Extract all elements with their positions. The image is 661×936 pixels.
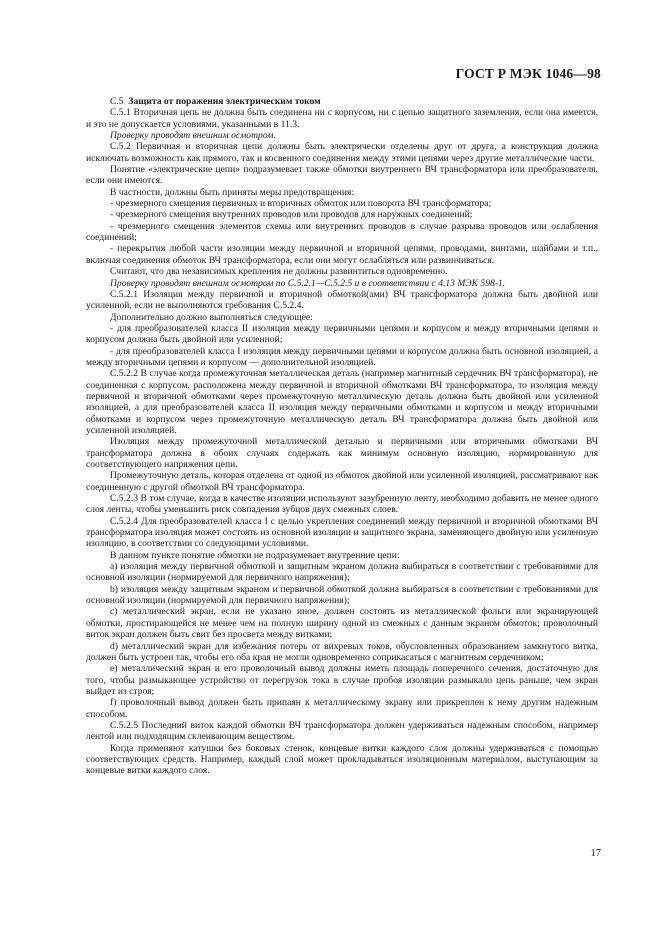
paragraph: Когда применяют катушки без боковых стенок, концевые витки каждого слоя должны удерживаться с помощью соответствующих средств. Например, каждый слой может прокладываться изоляционным материалом, выступающим за концевые витки каждого слоя. (86, 742, 598, 777)
paragraph: a) изоляция между первичной обмоткой и защитным экраном должна выбираться в соответствии с требованиями для основной изоляции (нормируемой для первичного напряжения); (86, 561, 598, 584)
paragraph: Проверку проводят внешним осмотром. (110, 130, 276, 142)
paragraph: Промежуточную деталь, которая отделена от одной из обмоток двойной или усиленной изоляцией, рассматривают как соединенную с другой обмоткой ВЧ трансформатора. (86, 470, 598, 493)
paragraph: С.5.2.4 Для преобразователей класса I с целью укрепления соединений между первичной и вторичной обмотками ВЧ трансформатора изоляция может состоять из основной изоляции и защитного экрана, заменяющего двойную или усиленную изоляцию, в соответствии со следующими условиями. (86, 515, 598, 550)
document-body (86, 96, 598, 777)
paragraph: С.5.1 Вторичная цепь не должна быть соединена ни с корпусом, ни с цепью защитного заземления, если она имеется, и это не допускается условиями, указанными в 11.3. (86, 107, 598, 130)
paragraph: d) металлический экран для избежания потерь от вихревых токов, обусловленных образованием замкнутого витка, должен быть устроен так, чтобы его оба края не могли одновременно соприкасаться с магнитным сердечником; (86, 640, 598, 663)
paragraph: Считают, что два независимых крепления не должны развинтиться одновременно. (110, 266, 448, 278)
paragraph-list (86, 107, 598, 776)
paragraph: - чрезмерного смещения внутренних проводов или проводов для наружных соединений; (110, 209, 473, 221)
paragraph: Дополнительно должно выполняться следующее: (110, 311, 313, 323)
paragraph: - для преобразователей класса II изоляция между первичными цепями и корпусом и между вторичными цепями и корпусом должна быть двойной или усиленной; (86, 322, 598, 346)
paragraph: Изоляция между промежуточной металлической деталью и первичными или вторичными обмотками ВЧ трансформатора должна в обоих случаях содержать как минимум основную изоляцию, нормированную для соответствующего напряжения цепи. (86, 436, 598, 470)
paragraph: С.5.2 Первичная и вторичная цепи должны быть электрически отделены друг от друга, а конструкция должна исключать возможность как прямого, так и косвенного соединения между этими цепями через другие металлические части. (86, 141, 598, 164)
paragraph: - чрезмерного смещения элементов схемы или внутренних проводов в случае разрыва проводов или ослабления соединений; (86, 220, 598, 244)
section-title: Защита от поражения электрическим током (128, 96, 321, 107)
paragraph: f) проволочный вывод должен быть припаян к металлическому экрану или прикреплен к нему другим надежным способом. (86, 697, 598, 720)
paragraph: - перекрытия любой части изоляции между первичной и вторичной цепями, проводами, винтами, шайбами и т.п., включая соединения обмоток ВЧ трансформатора, если они могут ослабляться или развинчиваться. (86, 243, 598, 266)
paragraph: В данном пункте понятие обмотки не подразумевает внутренние цепи: (110, 549, 400, 561)
document-header: ГОСТ Р МЭК 1046—98 (455, 66, 601, 81)
page-number: 17 (590, 848, 601, 859)
paragraph: e) металлический экран и его проволочный вывод должны иметь площадь поперечного сечения, достаточную для того, чтобы размыкающее устройство от перегрузок тока в случае пробоя изоляции размыкало цепь раньше, чем экран выйдет из строя; (86, 663, 598, 697)
paragraph: b) изоляция между защитным экраном и первичной обмоткой должна выбираться в соответствии с требованиями для основной изоляции (нормируемой для первичного напряжения); (86, 583, 598, 607)
paragraph: - для преобразователей класса I изоляция между первичными цепями и корпусом должна быть основной изоляцией, а между вторичными цепями и корпусом — дополнительной изоляцией. (86, 345, 598, 368)
section-number: С.5 (110, 96, 124, 107)
paragraph: С.5.2.2 В случае когда промежуточная металлическая деталь (например магнитный сердечник ВЧ трансформатора), не соединенная с корпусом, расположена между первичной и вторичной обмотками ВЧ трансформатора, то изоляция между первичной и вторичной обмотками через промежуточную металлическую деталь должна быть двойной или усиленной изоляцией, а для преобразователей класса II изоляция между первичными обмотками и корпусом и между вторичными обмотками и корпусом через промежуточную металлическую деталь ВЧ трансформатора должна быть двойной или усиленной изоляцией. (86, 368, 598, 436)
paragraph: Проверку проводят внешним осмотром по С.5.2.1—С.5.2.5 и в соответствии с 4.13 МЭК 598-1. (110, 277, 506, 289)
paragraph: - чрезмерного смещения первичных и вторичных обмоток или поворота ВЧ трансформатора; (110, 198, 492, 210)
paragraph: С.5.2.3 В том случае, когда в качестве изоляции используют зазубренную ленту, необходимо добавить не менее одного слоя ленты, чтобы уменьшить риск совпадения зубцов двух смежных слоев. (86, 493, 598, 516)
paragraph: Понятие «электрические цепи» подразумевает также обмотки внутреннего ВЧ трансформатора или преобразователя, если они имеются. (86, 164, 598, 187)
paragraph: c) металлический экран, если не указано иное, должен состоять из металлической фольги или экранирующей обмотки, простирающейся не менее чем на полную ширину одной из смежных с данным экраном обмоток; проволочный виток экран должен быть свит без просвета между витками; (86, 606, 598, 641)
paragraph: С.5.2.5 Последний виток каждой обмотки ВЧ трансформатора должен удерживаться надежным способом, например лентой или подходящим склеивающим веществом. (86, 719, 598, 743)
section-heading (86, 96, 598, 107)
paragraph: С.5.2.1 Изоляция между первичной и вторичной обмоткой(ами) ВЧ трансформатора должна быть двойной или усиленной, если не выполняются требования С.5.2.4. (86, 288, 598, 312)
paragraph: В частности, должны быть приняты меры предотвращения: (110, 186, 355, 198)
